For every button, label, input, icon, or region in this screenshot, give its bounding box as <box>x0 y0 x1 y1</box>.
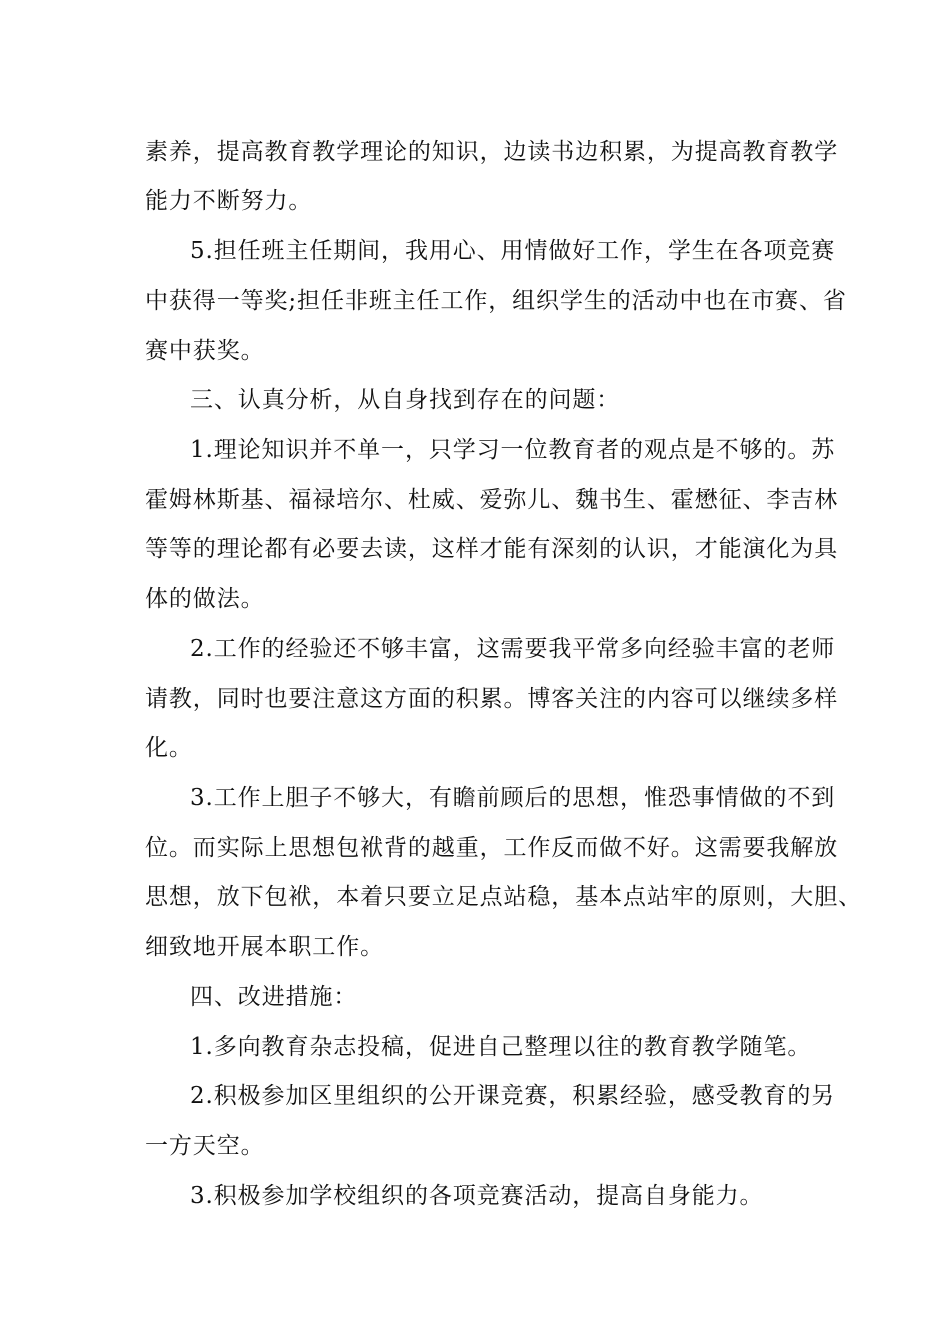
paragraph-item-2: 2.工作的经验还不够丰富，这需要我平常多向经验丰富的老师 <box>190 636 836 662</box>
text-line: 化。 <box>145 735 193 761</box>
measure-item-3: 3.积极参加学校组织的各项竞赛活动，提高自身能力。 <box>190 1183 764 1209</box>
section-heading-3: 三、认真分析，从自身找到存在的问题： <box>190 387 621 413</box>
paragraph-item-5: 5.担任班主任期间，我用心、用情做好工作，学生在各项竞赛 <box>190 238 836 264</box>
text-line: 能力不断努力。 <box>145 188 313 214</box>
text-line: 赛中获奖。 <box>145 338 265 364</box>
text-line: 思想，放下包袱，本着只要立足点站稳，基本点站牢的原则，大胆、 <box>145 884 862 910</box>
measure-item-1: 1.多向教育杂志投稿，促进自己整理以往的教育教学随笔。 <box>190 1034 812 1060</box>
measure-item-2: 2.积极参加区里组织的公开课竞赛，积累经验，感受教育的另 <box>190 1083 836 1109</box>
text-line: 霍姆林斯基、福禄培尔、杜威、爱弥儿、魏书生、霍懋征、李吉林 <box>145 487 839 513</box>
text-line: 位。而实际上思想包袱背的越重，工作反而做不好。这需要我解放 <box>145 835 839 861</box>
paragraph-item-3: 3.工作上胆子不够大，有瞻前顾后的思想，惟恐事情做的不到 <box>190 785 836 811</box>
text-line: 等等的理论都有必要去读，这样才能有深刻的认识，才能演化为具 <box>145 536 839 562</box>
text-line: 请教，同时也要注意这方面的积累。博客关注的内容可以继续多样 <box>145 686 839 712</box>
text-line: 一方天空。 <box>145 1133 265 1159</box>
text-line: 中获得一等奖;担任非班主任工作，组织学生的活动中也在市赛、省 <box>145 288 847 314</box>
text-line: 体的做法。 <box>145 586 265 612</box>
paragraph-item-1: 1.理论知识并不单一，只学习一位教育者的观点是不够的。苏 <box>190 437 836 463</box>
text-line: 细致地开展本职工作。 <box>145 934 384 960</box>
text-line: 素养，提高教育教学理论的知识，边读书边积累，为提高教育教学 <box>145 139 839 165</box>
section-heading-4: 四、改进措施： <box>190 984 358 1010</box>
